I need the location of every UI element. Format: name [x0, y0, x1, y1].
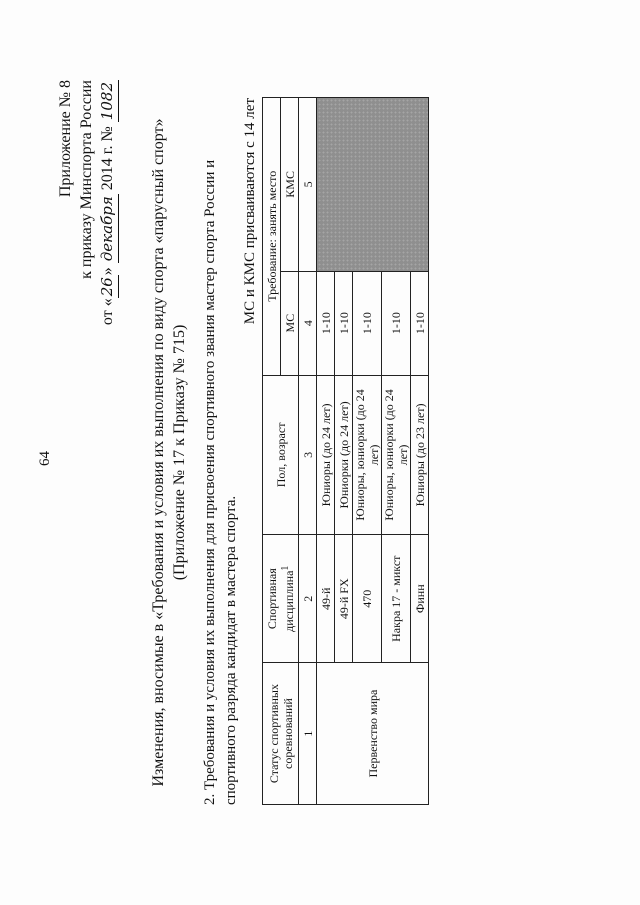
appendix-order-line: к приказу Минспорта России — [78, 80, 95, 279]
header-discipline — [263, 535, 299, 663]
appendix-block — [55, 80, 119, 325]
gender-age-cell: Юниоры, юниорки (до 24 лет) — [353, 375, 382, 535]
handwritten-order-number: 1082 — [97, 80, 119, 122]
document-subheading: (Приложение № 17 к Приказу № 715) — [171, 324, 188, 581]
section-paragraph: 2. Требования и условия их выполнения для присвоения спортивного звания мастер спорта России и спортивного разряда кандидат в мастера спорта. — [202, 159, 239, 805]
table-row — [317, 98, 335, 805]
ms-cell: 1-10 — [317, 271, 335, 375]
discipline-cell: Накра 17 - микст — [382, 535, 411, 663]
column-number-row — [299, 98, 317, 805]
date-mid: » — [99, 267, 116, 276]
gender-age-cell: Юниорки (до 24 лет) — [335, 375, 353, 535]
date-year: 2014 г. № — [99, 126, 116, 191]
header-discipline-footnote: 1 — [280, 565, 291, 571]
header-kms: КМС — [281, 98, 299, 272]
date-prefix: от « — [99, 298, 116, 326]
gender-age-cell: Юниоры (до 23 лет) — [411, 375, 429, 535]
table-header-row-1 — [263, 98, 281, 805]
discipline-cell: Финн — [411, 535, 429, 663]
ms-cell: 1-10 — [411, 271, 429, 375]
ms-cell: 1-10 — [335, 271, 353, 375]
gender-age-cell: Юниоры, юниорки (до 24 лет) — [382, 375, 411, 535]
header-status: Статус спортивных соревнований — [263, 663, 299, 805]
header-ms: МС — [281, 271, 299, 375]
header-gender-age: Пол, возраст — [263, 375, 299, 535]
column-number: 3 — [299, 375, 317, 535]
ms-cell: 1-10 — [353, 271, 382, 375]
kms-shaded-cell — [317, 98, 429, 272]
handwritten-day: 26 — [97, 275, 119, 298]
gender-age-cell: Юниоры (до 24 лет) — [317, 375, 335, 535]
column-number: 5 — [299, 98, 317, 272]
discipline-cell: 49-й FX — [335, 535, 353, 663]
appendix-date-line — [97, 80, 119, 325]
header-requirement: Требование: занять место — [263, 98, 281, 376]
page-number: 64 — [37, 451, 53, 466]
appendix-title: Приложение № 8 — [57, 80, 74, 198]
document-heading: Изменения, вносимые в «Требования и условия их выполнения по виду спорта «парусный спорт» — [150, 118, 167, 787]
header-discipline-label: Спортивная дисциплина — [265, 568, 296, 632]
column-number: 1 — [299, 663, 317, 805]
competition-status: Первенство мира — [317, 663, 429, 805]
column-number: 2 — [299, 535, 317, 663]
age-note: МС и КМС присваиваются с 14 лет — [242, 98, 258, 325]
ms-cell: 1-10 — [382, 271, 411, 375]
discipline-cell: 470 — [353, 535, 382, 663]
requirements-table — [262, 97, 429, 805]
column-number: 4 — [299, 271, 317, 375]
discipline-cell: 49-й — [317, 535, 335, 663]
handwritten-month: декабря — [97, 194, 119, 263]
